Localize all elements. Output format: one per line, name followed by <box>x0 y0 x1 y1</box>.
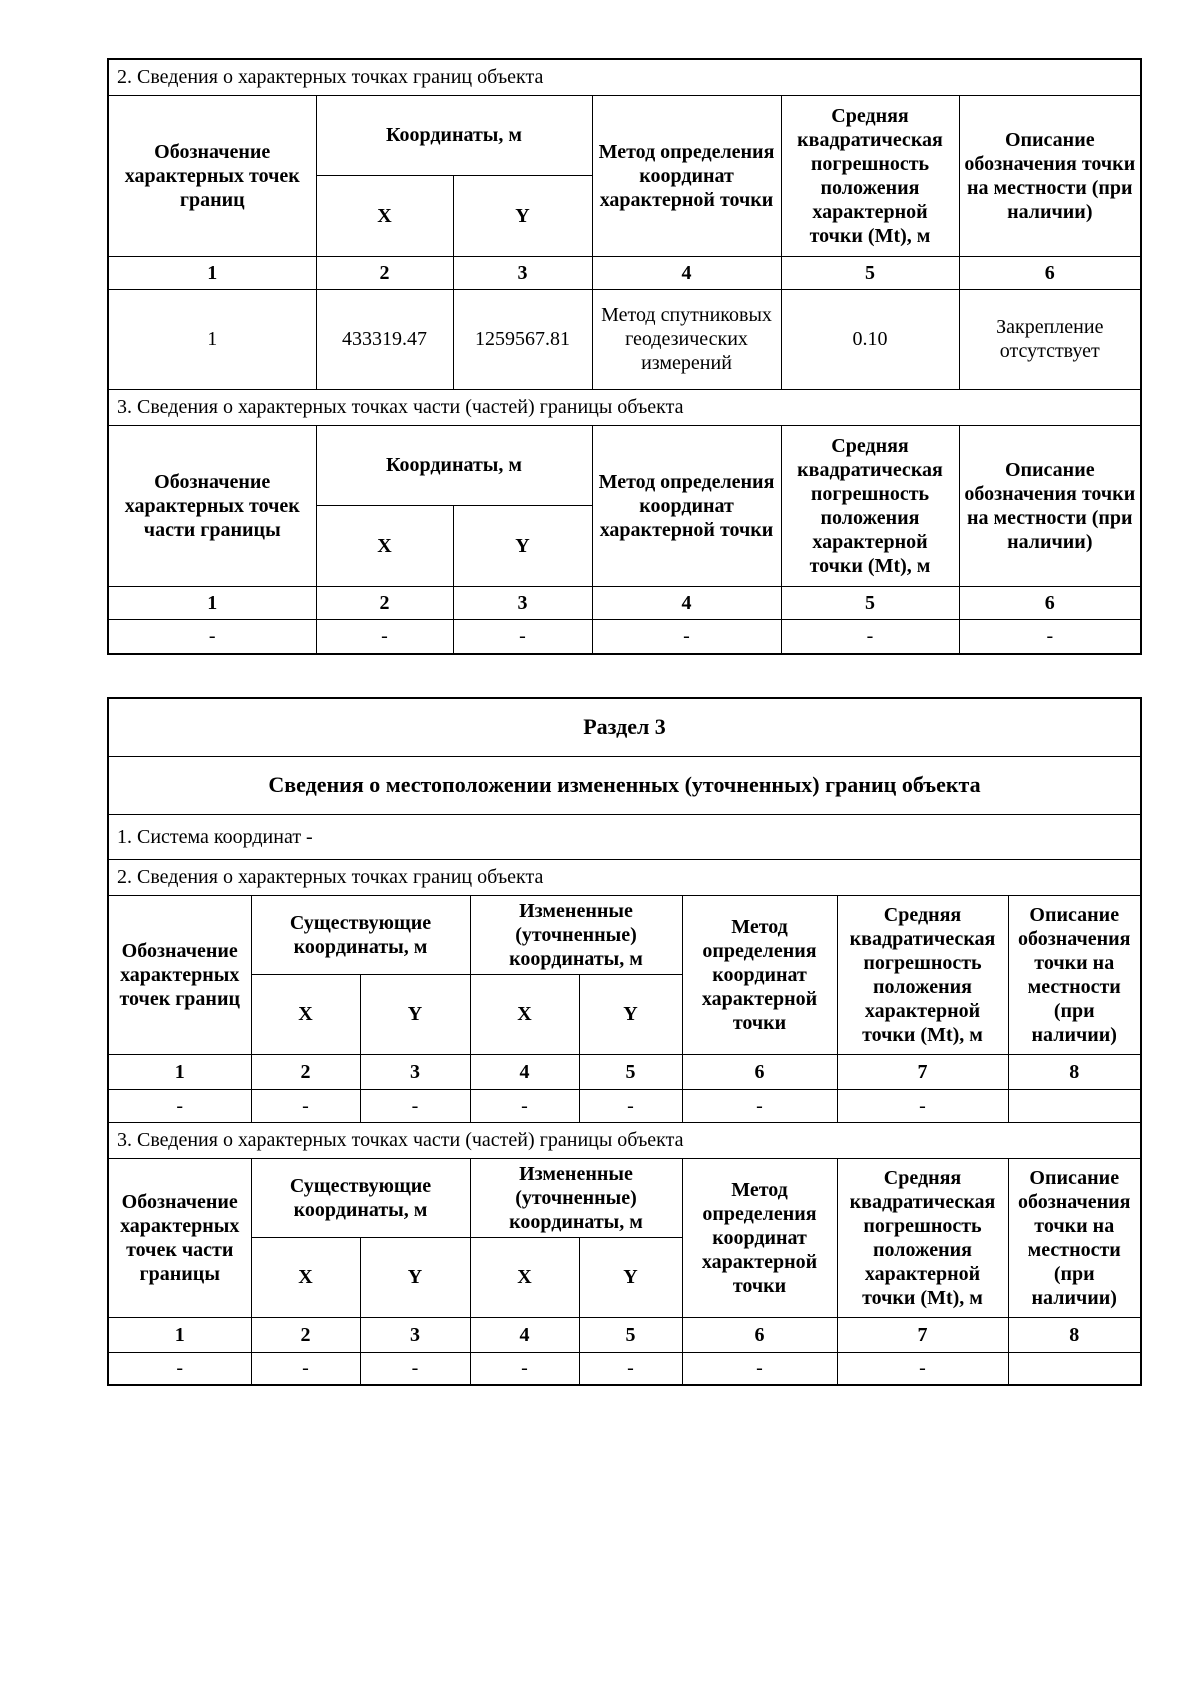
header-y: Y <box>453 175 592 256</box>
header-coords: Координаты, м <box>316 95 592 175</box>
empty-cell <box>1008 1089 1141 1122</box>
header-error: Средняя квадратическая погрешность положения характерной точки (Mt), м <box>837 895 1008 1054</box>
header-changed-coords: Измененные (уточненные) координаты, м <box>470 895 682 974</box>
point-error: 0.10 <box>781 289 959 389</box>
header-changed-coords: Измененные (уточненные) координаты, м <box>470 1158 682 1237</box>
col-number: 1 <box>108 1317 251 1352</box>
section-heading: Раздел 3 <box>108 698 1141 756</box>
section-subheading: Сведения о местоположении измененных (уточненных) границ объекта <box>108 756 1141 814</box>
empty-cell: - <box>837 1089 1008 1122</box>
table-row <box>108 1089 1141 1122</box>
col-number: 5 <box>579 1054 682 1089</box>
table-row <box>108 289 1141 389</box>
col-number: 3 <box>453 586 592 619</box>
header-description: Описание обозначения точки на местности (при наличии) <box>1008 1158 1141 1317</box>
col-number: 1 <box>108 256 316 289</box>
col-number: 5 <box>781 256 959 289</box>
section2-title: 2. Сведения о характерных точках границ объекта <box>108 859 1141 895</box>
col-number: 1 <box>108 1054 251 1089</box>
col-number: 6 <box>959 256 1141 289</box>
empty-cell: - <box>251 1352 360 1385</box>
header-description: Описание обозначения точки на местности (при наличии) <box>959 425 1141 586</box>
col-number: 7 <box>837 1317 1008 1352</box>
empty-cell: - <box>360 1089 470 1122</box>
section3-title: 3. Сведения о характерных точках части (частей) границы объекта <box>108 389 1141 425</box>
col-number: 3 <box>360 1054 470 1089</box>
empty-cell: - <box>579 1352 682 1385</box>
header-x: X <box>316 175 453 256</box>
col-number: 4 <box>592 586 781 619</box>
header-method: Метод определения координат характерной точки <box>682 895 837 1054</box>
col-number: 4 <box>470 1317 579 1352</box>
header-y: Y <box>579 1237 682 1317</box>
header-designation: Обозначение характерных точек границ <box>108 895 251 1054</box>
col-number: 1 <box>108 586 316 619</box>
header-x: X <box>251 974 360 1054</box>
empty-cell: - <box>453 619 592 654</box>
empty-cell: - <box>959 619 1141 654</box>
empty-cell: - <box>360 1352 470 1385</box>
col-number: 7 <box>837 1054 1008 1089</box>
point-number: 1 <box>108 289 316 389</box>
empty-cell: - <box>579 1089 682 1122</box>
col-number: 6 <box>682 1317 837 1352</box>
header-description: Описание обозначения точки на местности (при наличии) <box>1008 895 1141 1054</box>
header-method: Метод определения координат характерной точки <box>592 95 781 256</box>
empty-cell: - <box>592 619 781 654</box>
col-number: 4 <box>592 256 781 289</box>
header-designation: Обозначение характерных точек части границы <box>108 425 316 586</box>
header-coords: Координаты, м <box>316 425 592 505</box>
table-row <box>108 619 1141 654</box>
col-number: 4 <box>470 1054 579 1089</box>
coord-system: 1. Система координат - <box>108 814 1141 859</box>
points-table-part-a <box>107 58 1142 655</box>
col-number: 3 <box>360 1317 470 1352</box>
empty-cell: - <box>108 1352 251 1385</box>
col-number: 3 <box>453 256 592 289</box>
header-x: X <box>316 505 453 586</box>
col-number: 2 <box>316 256 453 289</box>
header-existing-coords: Существующие координаты, м <box>251 1158 470 1237</box>
empty-cell: - <box>316 619 453 654</box>
col-number: 6 <box>959 586 1141 619</box>
header-y: Y <box>360 974 470 1054</box>
header-y: Y <box>453 505 592 586</box>
header-x: X <box>470 974 579 1054</box>
col-number: 2 <box>251 1317 360 1352</box>
empty-cell: - <box>837 1352 1008 1385</box>
empty-cell: - <box>470 1089 579 1122</box>
header-error: Средняя квадратическая погрешность положения характерной точки (Mt), м <box>781 425 959 586</box>
header-error: Средняя квадратическая погрешность положения характерной точки (Mt), м <box>781 95 959 256</box>
point-description: Закрепление отсутствует <box>959 289 1141 389</box>
point-method: Метод спутниковых геодезических измерений <box>592 289 781 389</box>
point-x: 433319.47 <box>316 289 453 389</box>
section2-title: 2. Сведения о характерных точках границ объекта <box>108 59 1141 95</box>
col-number: 8 <box>1008 1317 1141 1352</box>
empty-cell: - <box>251 1089 360 1122</box>
header-existing-coords: Существующие координаты, м <box>251 895 470 974</box>
empty-cell: - <box>682 1089 837 1122</box>
col-number: 5 <box>579 1317 682 1352</box>
table-row <box>108 1352 1141 1385</box>
empty-cell: - <box>108 1089 251 1122</box>
header-designation: Обозначение характерных точек части границы <box>108 1158 251 1317</box>
header-x: X <box>251 1237 360 1317</box>
col-number: 5 <box>781 586 959 619</box>
section3-title: 3. Сведения о характерных точках части (частей) границы объекта <box>108 1122 1141 1158</box>
header-error: Средняя квадратическая погрешность положения характерной точки (Mt), м <box>837 1158 1008 1317</box>
header-x: X <box>470 1237 579 1317</box>
empty-cell: - <box>781 619 959 654</box>
empty-cell: - <box>682 1352 837 1385</box>
header-method: Метод определения координат характерной точки <box>592 425 781 586</box>
empty-cell <box>1008 1352 1141 1385</box>
header-description: Описание обозначения точки на местности (при наличии) <box>959 95 1141 256</box>
col-number: 8 <box>1008 1054 1141 1089</box>
empty-cell: - <box>108 619 316 654</box>
empty-cell: - <box>470 1352 579 1385</box>
header-y: Y <box>360 1237 470 1317</box>
header-y: Y <box>579 974 682 1054</box>
header-designation: Обозначение характерных точек границ <box>108 95 316 256</box>
col-number: 6 <box>682 1054 837 1089</box>
col-number: 2 <box>251 1054 360 1089</box>
points-table-section3 <box>107 697 1142 1386</box>
col-number: 2 <box>316 586 453 619</box>
point-y: 1259567.81 <box>453 289 592 389</box>
header-method: Метод определения координат характерной точки <box>682 1158 837 1317</box>
